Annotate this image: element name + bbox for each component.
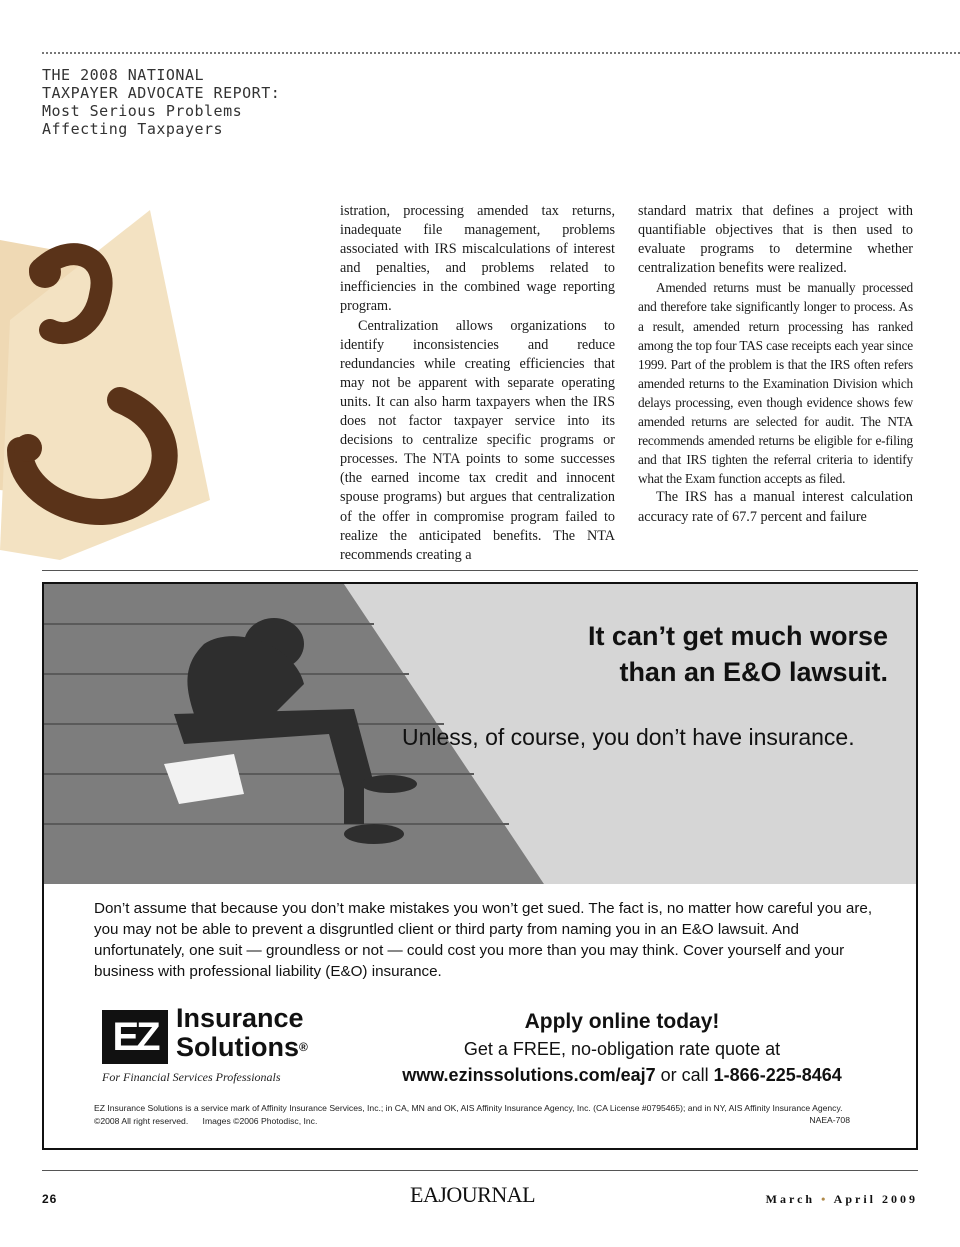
decorative-number-illustration xyxy=(0,200,330,560)
logo-tagline: For Financial Services Professionals xyxy=(102,1070,281,1084)
issue-month-2: April 2009 xyxy=(833,1192,918,1206)
header-line-1: THE 2008 NATIONAL xyxy=(42,66,205,84)
header-line-2: TAXPAYER ADVOCATE REPORT: xyxy=(42,84,281,102)
divider xyxy=(42,570,918,571)
ad-fine-print xyxy=(94,1102,884,1128)
logo-name-line-2: Solutions xyxy=(176,1032,299,1062)
date-separator: • xyxy=(821,1192,829,1206)
header-dotted-rule xyxy=(42,52,960,54)
cta-subline: Get a FREE, no-obligation rate quote at xyxy=(463,1039,781,1059)
logo-mark: EZ xyxy=(102,1010,168,1064)
advertisement xyxy=(42,582,918,1150)
ad-headline-line-1: It can’t get much worse xyxy=(587,621,888,651)
section-header xyxy=(42,66,280,138)
issue-date xyxy=(766,1192,918,1207)
registered-mark: ® xyxy=(299,1040,308,1054)
cta-phone-number[interactable]: 1-866-225-8464 xyxy=(713,1065,842,1085)
paragraph: Centralization allows organizations to identify inconsistencies and reduce redundancies while creating efficiencies that may not be apparent with separate operating units. It can also harm taxpayers when the IRS does not factor taxpayer service into its decisions to centralize specific programs or processes. The NTA points to some successes (the earned income tax credit and innocent spouse programs) but argues that centralization of the offer in compromise program failed to realize the anticipated benefits. The NTA recommends creating a xyxy=(340,317,615,563)
paragraph: istration, processing amended tax returns, inadequate file management, problems associated with IRS miscalculations of interest and penalties, and problems related to inefficiencies in the combined wage reporting program. xyxy=(340,203,615,315)
ad-subhead: Unless, of course, you don’t have insurance. xyxy=(402,724,855,750)
cta-url-link[interactable]: www.ezinssolutions.com/eaj7 xyxy=(402,1065,656,1085)
ad-call-to-action xyxy=(362,1008,882,1088)
paragraph: Amended returns must be manually processed and therefore take significantly longer to process. As a result, amended return processing has ranked among the top four TAS case receipts each year since 1999. Part of the problem is that the IRS often refers amended returns to the Examination Division which delays processing, even though evidence shows few amended returns are selected for audit. The NTA recommends amended returns be eligible for e-filing and that IRS tighten the referral criteria to identify what the Exam function accepts as filed. xyxy=(638,280,913,487)
ad-headline-line-2: than an E&O lawsuit. xyxy=(619,657,888,687)
cta-contact-line xyxy=(362,1062,882,1088)
journal-logo: EAJOURNAL xyxy=(410,1182,536,1207)
article-column-1 xyxy=(340,202,615,565)
header-line-3: Most Serious Problems xyxy=(42,102,243,120)
issue-month-1: March xyxy=(765,1192,816,1206)
ad-code: NAEA-708 xyxy=(809,1115,850,1125)
article-column-2 xyxy=(638,202,913,527)
cta-headline: Apply online today! xyxy=(524,1010,720,1033)
ad-headline xyxy=(588,618,888,690)
header-line-4: Affecting Taxpayers xyxy=(42,120,224,138)
page-number: 26 xyxy=(42,1192,58,1206)
fine-print-line-1: EZ Insurance Solutions is a service mark of Affinity Insurance Services, Inc.; in CA, MN and OK, AIS Affinity Insurance Agency, Inc. (CA License #0795465); and in NY, AIS Affinity Insurance Agency. xyxy=(94,1103,843,1113)
fine-print-line-2: ©2008 All right reserved. Images ©2006 Photodisc, Inc. xyxy=(94,1116,318,1126)
logo-name xyxy=(176,1004,308,1062)
cta-or-text: or call xyxy=(655,1065,714,1085)
ad-body-text: Don’t assume that because you don’t make mistakes you won’t get sued. The fact is, no matter how careful you are, you may not be able to prevent a disgruntled client or third party from naming you in an E&O lawsuit. And unfortunately, one suit — groundless or not — could cost you more than you may think. Cover yourself and your business with professional liability (E&O) insurance. xyxy=(94,900,873,980)
footer-divider xyxy=(42,1170,918,1171)
logo-name-line-1: Insurance xyxy=(176,1003,304,1033)
paragraph: standard matrix that defines a project with quantifiable objectives that is then used to evaluate programs to determine whether centralization benefits were realized. xyxy=(638,203,913,277)
ez-insurance-logo xyxy=(102,1004,362,1094)
paragraph: The IRS has a manual interest calculation accuracy rate of 67.7 percent and failure xyxy=(638,489,913,525)
